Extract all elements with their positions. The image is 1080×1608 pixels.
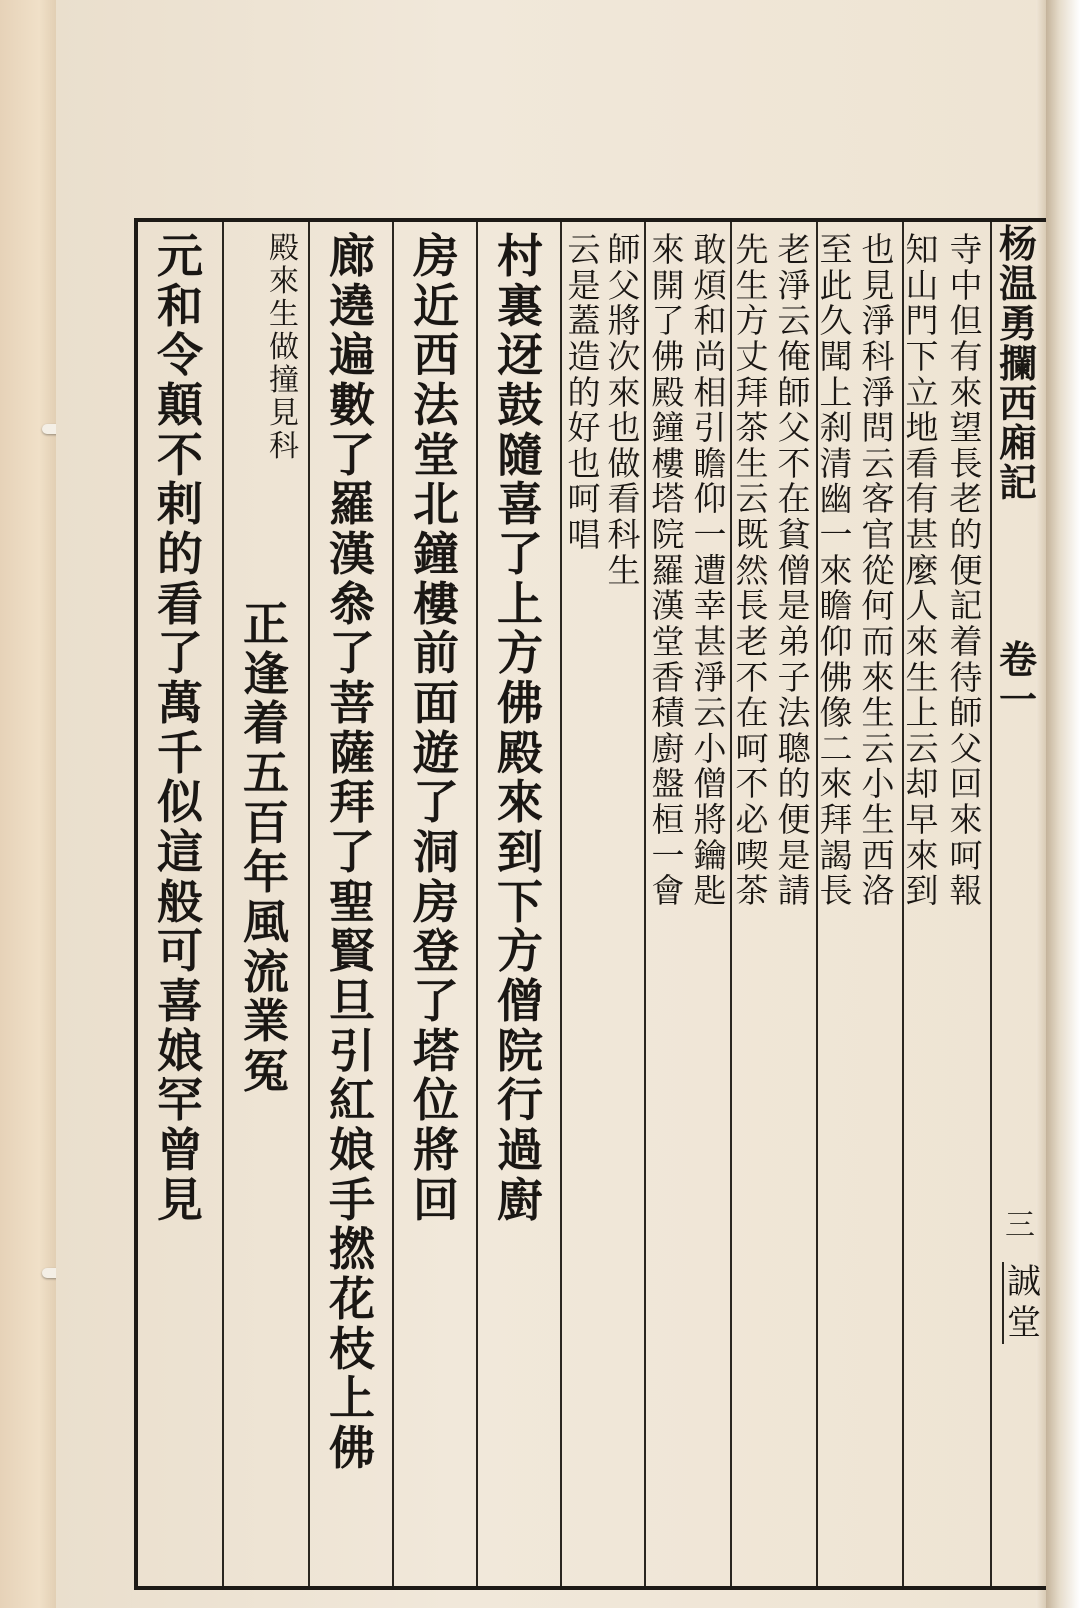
running-head: 杨 温 勇 攔 西 廂 記	[998, 221, 1037, 506]
folio-number: 三	[1005, 1208, 1035, 1243]
text-column: 房 近 西 法 堂 北 鐘 樓 前 面 遊 了 洞 房 登 了 塔 位 將 回	[413, 229, 459, 1227]
page-edge-shadow	[1046, 0, 1080, 1608]
side-label: 誠 堂	[1002, 1262, 1042, 1344]
volume-label: 卷 一	[998, 637, 1037, 722]
text-column: 村 裏 迓 鼓 隨 喜 了 上 方 佛 殿 來 到 下 方 僧 院 行 過 廚	[497, 229, 543, 1227]
column-rule	[560, 222, 562, 1586]
text-column: 也 見 淨 科 淨 問 云 客 官 從 何 而 來 生 云 小 生 西 洛	[861, 230, 895, 911]
column-rule	[392, 222, 394, 1586]
text-column: 殿 來 生 做 撞 見 科	[269, 231, 299, 464]
column-rule	[222, 222, 224, 1586]
text-column: 至 此 久 聞 上 刹 清 幽 一 來 瞻 仰 佛 像 二 來 拜 謁 長	[819, 230, 853, 911]
text-column: 師 父 將 次 來 也 做 看 科 生	[607, 230, 641, 590]
column-rule	[990, 222, 992, 1586]
column-rule	[476, 222, 478, 1586]
text-column: 老 淨 云 俺 師 父 不 在 貧 僧 是 弟 子 法 聰 的 便 是 請	[777, 230, 811, 911]
previous-page-edge	[0, 0, 57, 1608]
text-column: 敢 煩 和 尚 相 引 瞻 仰 一 遭 幸 甚 淨 云 小 僧 將 鑰 匙	[693, 230, 727, 911]
column-rule	[308, 222, 310, 1586]
text-column: 正 逢 着 五 百 年 風 流 業 冤	[243, 597, 289, 1099]
text-column: 元 和 令 顛 不 剌 的 看 了 萬 千 似 這 般 可 喜 娘 罕 曾 見	[157, 229, 203, 1227]
text-column: 廊 遶 遍 數 了 羅 漢 叅 了 菩 薩 拜 了 聖 賢 旦 引 紅 娘 手 撚 花 枝 上 佛	[329, 229, 375, 1476]
text-column: 先 生 方 丈 拜 茶 生 云 既 然 長 老 不 在 呵 不 必 喫 茶	[735, 230, 769, 911]
text-column: 知 山 門 下 立 地 看 有 甚 麼 人 來 生 上 云 却 早 來 到	[905, 230, 939, 911]
text-column: 云 是 蓋 造 的 好 也 呵 唱	[567, 230, 601, 554]
column-rule	[644, 222, 646, 1586]
text-column: 寺 中 但 有 來 望 長 老 的 便 記 着 待 師 父 回 來 呵 報	[949, 230, 983, 911]
text-column: 來 開 了 佛 殿 鐘 樓 塔 院 羅 漢 堂 香 積 廚 盤 桓 一 會	[651, 230, 685, 911]
